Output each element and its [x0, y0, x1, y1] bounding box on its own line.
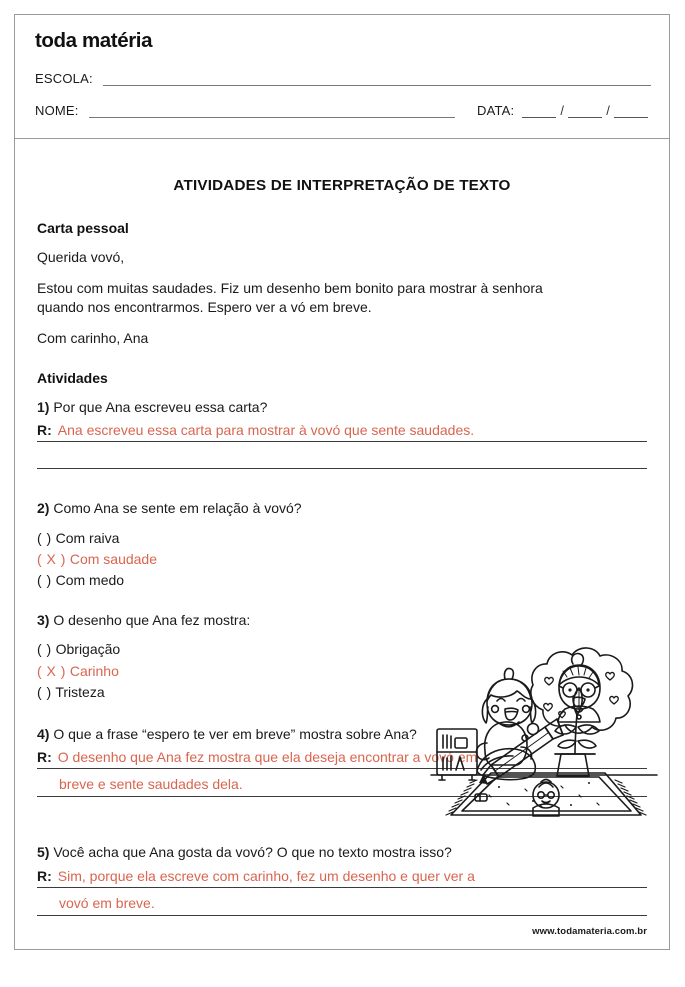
page-title: ATIVIDADES DE INTERPRETAÇÃO DE TEXTO — [173, 177, 511, 194]
question-2-number: 2) — [37, 500, 50, 517]
question-3-text: O desenho que Ana fez mostra: — [53, 612, 251, 629]
school-field-row — [35, 71, 651, 86]
option-2-1[interactable] — [37, 528, 647, 549]
answer-1-blank-rule[interactable] — [37, 468, 647, 469]
answer-5-text-line-1: Sim, porque ela escreve com carinho, fez um desenho e quer ver a — [57, 867, 475, 884]
worksheet-header — [15, 15, 669, 139]
girl-drawing-grandmother-illustration — [429, 643, 659, 848]
answer-5-label: R: — [37, 867, 52, 884]
letter-heading: Carta pessoal — [37, 220, 129, 236]
school-input-line[interactable] — [103, 72, 651, 86]
answer-1-rule — [37, 441, 647, 442]
date-day-input[interactable] — [522, 106, 556, 118]
question-2-options — [37, 528, 647, 592]
option-2-2-label: Com saudade — [69, 550, 158, 567]
question-2-text: Como Ana se sente em relação à vovó? — [53, 500, 302, 517]
question-5-number: 5) — [37, 844, 50, 861]
answer-1-label: R: — [37, 422, 52, 439]
answer-5-text-line-2: vovó em breve. — [59, 894, 155, 911]
question-2 — [37, 499, 397, 517]
footer-website: www.todamateria.com.br — [532, 926, 647, 937]
answer-4-text-line-1: O desenho que Ana fez mostra que ela deseja encontrar a vovó em — [57, 749, 478, 766]
letter-body-text: Estou com muitas saudades. Fiz um desenho bem bonito para mostrar à senhora quando nos encontrarmos. Espero ver a vó em breve. — [37, 279, 543, 316]
brand-logo: toda matéria — [35, 29, 153, 52]
answer-4-text-line-2: breve e sente saudades dela. — [59, 776, 243, 793]
option-2-1-box: ( ) — [37, 529, 52, 546]
date-year-input[interactable] — [614, 106, 648, 118]
letter-closing: Com carinho, Ana — [37, 330, 149, 347]
option-2-1-label: Com raiva — [55, 529, 120, 546]
answer-5-line-1[interactable] — [37, 868, 647, 884]
date-field-group — [477, 103, 651, 118]
option-3-2-label: Carinho — [69, 662, 119, 679]
question-4-text: O que a frase “espero te ver em breve” mostra sobre Ana? — [53, 726, 417, 743]
school-label: ESCOLA: — [35, 71, 93, 86]
date-separator-1: / — [560, 103, 565, 118]
activities-heading: Atividades — [37, 370, 108, 387]
answer-5-block — [37, 868, 647, 916]
question-1 — [37, 398, 647, 416]
question-3-number: 3) — [37, 612, 50, 629]
option-2-3-label: Com medo — [55, 572, 125, 589]
date-separator-2: / — [606, 103, 610, 118]
worksheet-page — [14, 14, 670, 950]
answer-1-block — [37, 422, 647, 469]
date-label: DATA: — [477, 103, 515, 118]
question-3 — [37, 611, 397, 629]
answer-5-rule-1 — [37, 887, 647, 888]
option-2-2-box: ( X ) — [37, 550, 66, 567]
date-month-input[interactable] — [568, 106, 602, 118]
answer-1-line[interactable] — [37, 422, 647, 438]
name-label: NOME: — [35, 103, 79, 118]
option-3-1-label: Obrigação — [55, 641, 121, 658]
question-1-number: 1) — [37, 399, 50, 416]
option-3-1-box: ( ) — [37, 641, 52, 658]
option-3-2-box: ( X ) — [37, 662, 66, 679]
option-2-3[interactable] — [37, 570, 647, 591]
option-3-3-label: Tristeza — [55, 684, 105, 701]
letter-greeting: Querida vovó, — [37, 249, 125, 265]
answer-5-rule-2 — [37, 915, 647, 916]
bookshelf-icon — [437, 729, 477, 780]
answer-1-text: Ana escreveu essa carta para mostrar à vovó que sente saudades. — [57, 422, 475, 439]
option-2-3-box: ( ) — [37, 572, 52, 589]
name-field-row — [35, 103, 651, 118]
name-input-line[interactable] — [89, 104, 455, 118]
option-3-3-box: ( ) — [37, 684, 52, 701]
question-1-text: Por que Ana escreveu essa carta? — [53, 399, 268, 416]
question-4-number: 4) — [37, 726, 50, 743]
question-5-text: Você acha que Ana gosta da vovó? O que no texto mostra isso? — [53, 844, 452, 861]
worksheet-body — [15, 177, 669, 987]
answer-4-label: R: — [37, 749, 52, 766]
option-2-2[interactable] — [37, 549, 647, 570]
